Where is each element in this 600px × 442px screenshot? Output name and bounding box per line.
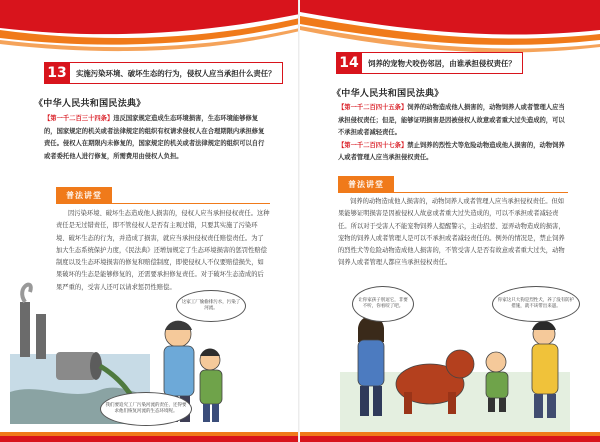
law-article-number: 【第一千二百三十四条】 bbox=[44, 115, 114, 122]
law-article-text bbox=[44, 113, 270, 163]
question-header bbox=[44, 62, 283, 84]
section-label: 普法讲堂 bbox=[56, 187, 112, 203]
bottom-band-decoration bbox=[300, 432, 600, 442]
top-swoosh-decoration bbox=[0, 0, 300, 60]
book-title: 《中华人民共和国民法典》 bbox=[332, 89, 444, 99]
speech-bubble-right: 你家这只大狗是烈性犬，养了没有防护措施，就不该带出来遛。 bbox=[492, 286, 580, 322]
explanation-text: 饲养的动物造成他人损害的，动物饲养人或者管理人应当承担侵权责任。但如果能够证明损害是因被侵权人故意或者重大过失造成的，可以不承担或者减轻责任。所以对于受害人不能宠物饲养人提醒警示，主动招惹、逗弄动物造成的损害，宠物的饲养人或者管理人是可以不承担或者减轻责任的。例外的情况是，禁止饲养的烈性犬等危险动物造成他人损害的，不管受害人是否有故意或者重大过失，动物饲养人或者管理人都应当承担侵权责任。 bbox=[338, 198, 565, 267]
speech-bubble-left: 让你家孩子别逗它，非要不听，你看咬了吧。 bbox=[352, 286, 414, 322]
law-article-body: 违反国家规定造成生态环境损害，生态环境能够修复的，国家规定的机关或者法律规定的组织有权请求侵权人在合理期限内承担修复责任。侵权人在期限内未修复的，国家规定的机关或者法律规定的组织可以自行或者委托他人进行修复，所需费用由侵权人负担。 bbox=[44, 115, 265, 160]
section-divider bbox=[56, 203, 270, 204]
law-article-number-2: 【第一千二百四十七条】 bbox=[338, 141, 408, 149]
question-title: 饲养的宠物犬咬伤邻居，由谁承担侵权责任？ bbox=[362, 52, 523, 74]
top-swoosh-decoration bbox=[300, 0, 600, 60]
explanation-text: 因污染环境、破坏生态造成他人损害的，侵权人应当承担侵权责任。这种责任是无过错责任，即不管侵权人是否有主观过错，只要其实施了污染环境、破坏生态的行为，并造成了损害，就应当承担侵权责任赔偿责任。为了加大生态系统保护力度，《民法典》还增加规定了生态环境损害的惩罚性赔偿制度以及生态环境损害的修复和赔偿制度，即使侵权人不仅要赔偿损失，如果破坏的生态是能够修复的，还需要承担修复责任。对于破坏生态造成的后果严重的，受害人还可以请求惩罚性赔偿。 bbox=[56, 210, 270, 291]
law-article-body-2: 禁止饲养的烈性犬等危险动物造成他人损害的，动物饲养人或者管理人应当承担侵权责任。 bbox=[338, 141, 565, 161]
question-header bbox=[336, 52, 523, 74]
law-article-number-1: 【第一千二百四十五条】 bbox=[338, 104, 408, 111]
question-title: 实施污染环境、破坏生态的行为，侵权人应当承担什么责任？ bbox=[70, 62, 283, 84]
section-divider bbox=[338, 192, 568, 193]
speech-bubble-top: 这家工厂偷偷排污水，污染了河流。 bbox=[176, 290, 246, 322]
question-number: 14 bbox=[336, 52, 362, 74]
book-title: 《中华人民共和国民法典》 bbox=[34, 99, 146, 109]
section-label: 普法讲堂 bbox=[338, 176, 394, 192]
question-number: 13 bbox=[44, 62, 70, 84]
law-article-text bbox=[338, 102, 568, 165]
right-page bbox=[300, 0, 600, 442]
bottom-band-decoration bbox=[0, 432, 300, 442]
speech-bubble-bottom: 我们要追究工厂污染河流的责任，还得要求他们恢复河流的生态环境呢。 bbox=[100, 392, 192, 426]
law-article-body-1: 饲养的动物造成他人损害的，动物饲养人或者管理人应当承担侵权责任；但是，能够证明损害是因被侵权人故意或者重大过失造成的，可以不承担或者减轻责任。 bbox=[338, 104, 565, 136]
